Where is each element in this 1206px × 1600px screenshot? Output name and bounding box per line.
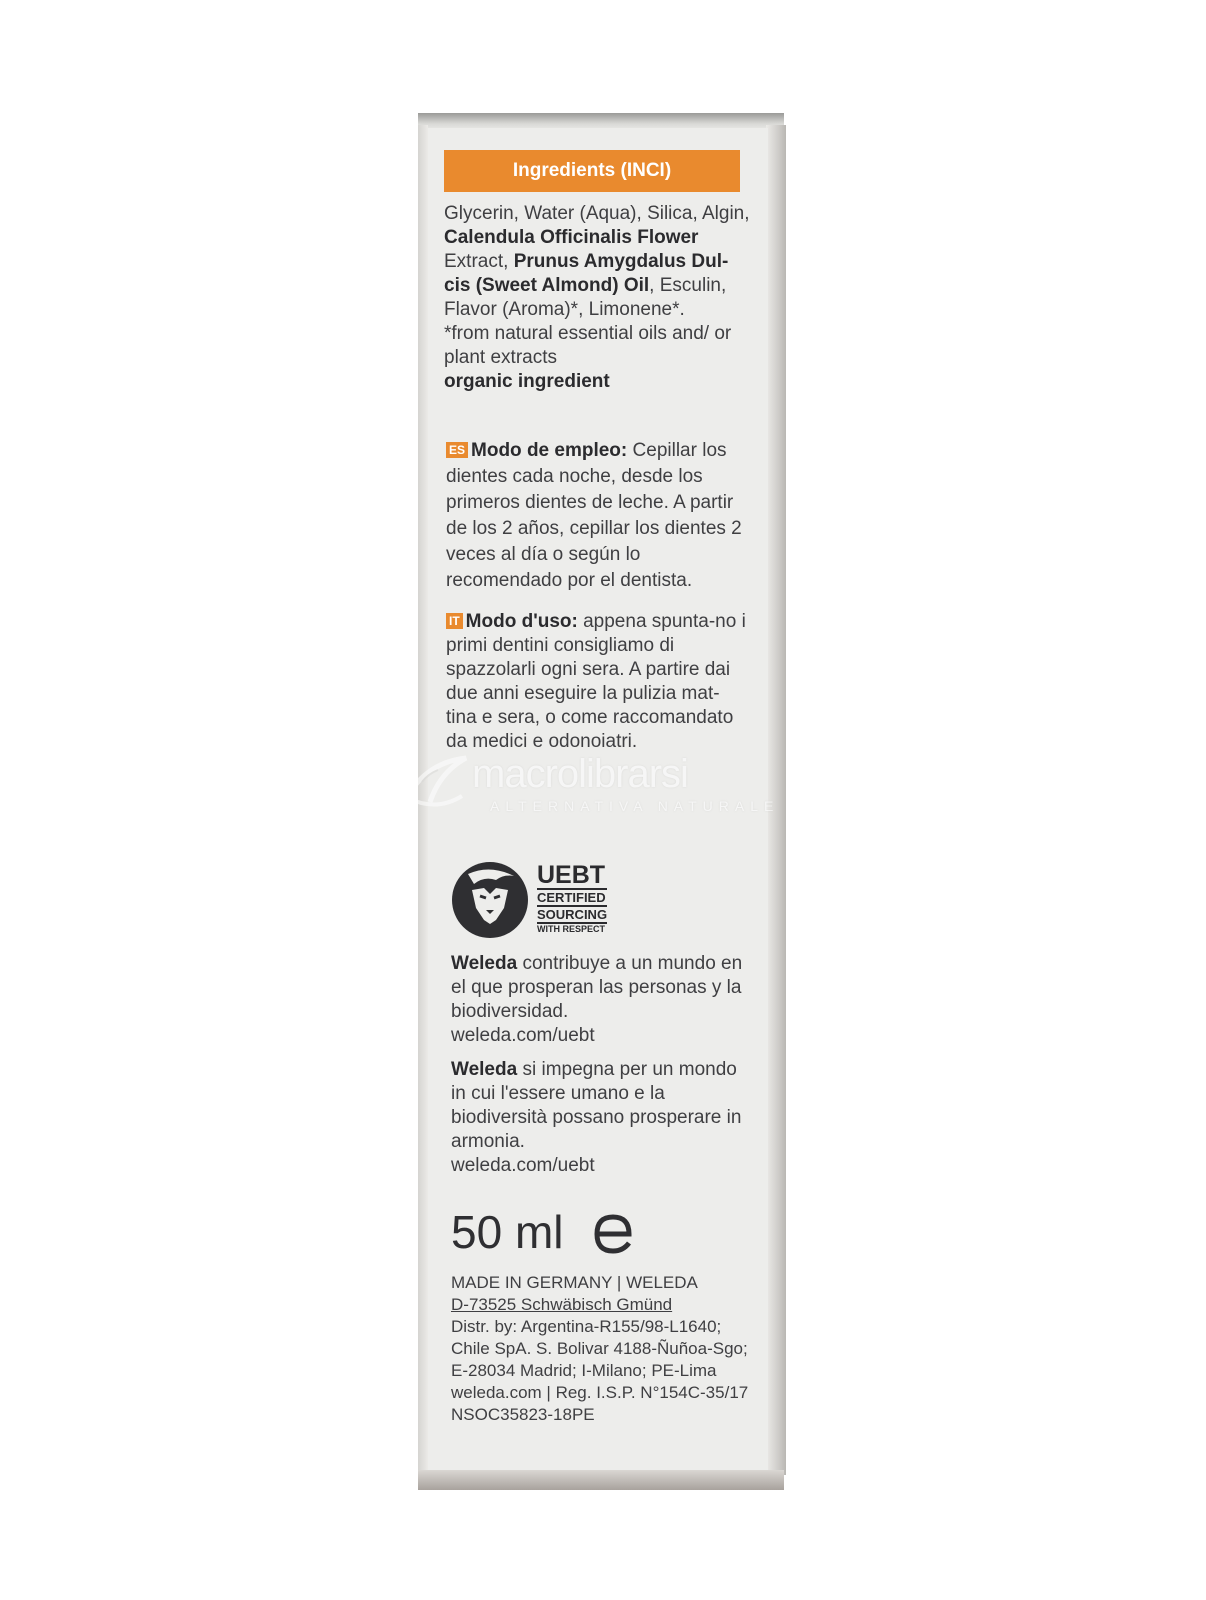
address-line3: Distr. by: Argentina-R155/98-L1640; Chile SpA. S. Bolivar 4188-Ñuñoa-Sgo; E-28034 Madrid; I-Milano; PE-Lima: [451, 1317, 748, 1380]
leaf-circle-icon: [400, 752, 470, 816]
es-usage-text: Cepillar los dientes cada noche, desde los primeros dientes de leche. A partir de los 2 años, cepillar los dientes 2 veces al día o según lo recomendado por el dentista.: [446, 440, 742, 591]
ingredients-note: *from natural essential oils and/ or plant extracts: [444, 323, 732, 368]
box-bottom-edge: [418, 1470, 784, 1490]
weleda-it-text: si impegna per un mondo in cui l'essere umano e la biodiversità possano prosperare in armonia.: [451, 1059, 742, 1152]
uebt-certification: [537, 862, 607, 935]
address-line4: weleda.com | Reg. I.S.P. N°154C-35/17: [451, 1383, 749, 1402]
es-language-tag: ES: [446, 442, 468, 458]
weleda-it-url: weleda.com/uebt: [451, 1155, 595, 1176]
watermark-name: macrolibrarsi: [472, 752, 688, 796]
weleda-es-text: contribuye a un mundo en el que prosperan las personas y la biodiversidad.: [451, 953, 743, 1022]
weleda-it-statement: [451, 1058, 751, 1178]
ingredients-bold1: Calendula Officinalis Flower: [444, 227, 699, 248]
address-line1: MADE IN GERMANY | WELEDA: [451, 1273, 698, 1292]
uebt-sourcing: SOURCING: [537, 907, 608, 922]
manufacturer-address: [451, 1272, 761, 1426]
macrolibrarsi-watermark: [400, 752, 790, 822]
volume-label: 50 ml: [451, 1206, 564, 1258]
watermark-tagline: ALTERNATIVA NATURALE: [490, 798, 780, 814]
uebt-certified: CERTIFIED: [537, 890, 606, 905]
es-usage-section: [446, 438, 746, 594]
it-usage-text: appena spunta-no i primi dentini consigliamo di spazzolarli ogni sera. A partire dai due anni eseguire la pulizia mat-tina e sera, o come raccomandato da medici e odonoiatri.: [446, 611, 746, 752]
it-usage-title: Modo d'uso:: [465, 611, 578, 632]
weleda-it-brand: Weleda: [451, 1059, 518, 1080]
ingredients-header: Ingredients (INCI): [444, 150, 740, 192]
ingredients-line1: Glycerin, Water (Aqua), Silica, Algin,: [444, 203, 750, 224]
lion-icon: [450, 860, 530, 940]
ingredients-part3: , Esculin, Flavor (Aroma)*, Limonene*.: [444, 275, 727, 320]
it-language-tag: IT: [446, 613, 463, 629]
weleda-es-statement: [451, 952, 751, 1048]
weleda-es-url: weleda.com/uebt: [451, 1025, 595, 1046]
it-usage-section: [446, 610, 746, 754]
uebt-with-respect: WITH RESPECT: [537, 922, 607, 935]
es-usage-title: Modo de empleo:: [471, 440, 628, 461]
address-line2: D-73525 Schwäbisch Gmünd: [451, 1295, 673, 1314]
ingredients-list: [444, 202, 754, 394]
weleda-es-brand: Weleda: [451, 953, 518, 974]
estimated-sign-icon: [591, 1213, 635, 1255]
ingredients-bold2: Prunus Amygdalus Dul-cis (Sweet Almond) Oil: [444, 251, 729, 296]
uebt-title: UEBT: [537, 861, 606, 889]
ingredients-part2: Extract,: [444, 251, 509, 272]
organic-ingredient-label: organic ingredient: [444, 371, 610, 392]
address-line5: NSOC35823-18PE: [451, 1405, 595, 1424]
